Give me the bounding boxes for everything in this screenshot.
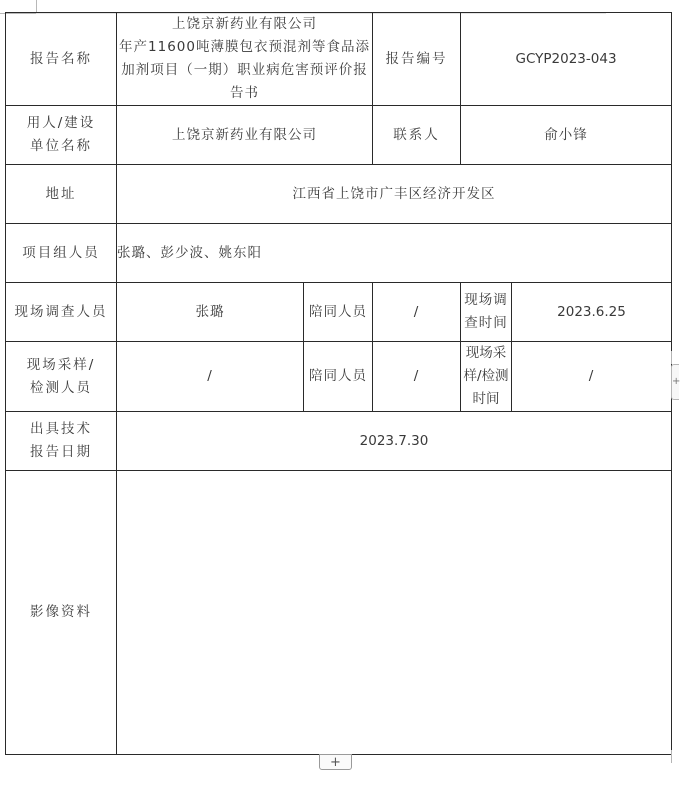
accompany-label-1[interactable]: 陪同人员 [304,283,373,342]
add-row-button[interactable]: + [319,754,352,770]
employer-label-line-2: 单位名称 [30,138,92,154]
table-row-survey [6,283,672,342]
sampling-staff-value[interactable]: / [117,342,304,412]
images-content-area[interactable] [117,471,672,755]
survey-time-label[interactable] [461,283,512,342]
team-members-value[interactable]: 张璐、彭少波、姚东阳 [117,224,672,283]
contact-name-value[interactable]: 俞小锋 [461,106,672,165]
employer-label-line-1: 用人/建设 [26,115,96,131]
address-label[interactable]: 地址 [6,165,117,224]
team-label[interactable]: 项目组人员 [6,224,117,283]
table-row-sampling [6,342,672,412]
sampling-staff-label-line-2: 检测人员 [30,379,92,396]
report-name-value[interactable] [117,13,373,106]
sampling-staff-label[interactable] [6,342,117,412]
sampling-staff-label-line-1: 现场采样/ [26,356,96,373]
table-row-employer [6,106,672,165]
table-row-address [6,165,672,224]
report-date-label-line-1: 出具技术 [30,421,92,437]
survey-staff-value[interactable]: 张璐 [117,283,304,342]
report-date-label-line-2: 报告日期 [30,444,92,460]
sampling-time-value[interactable]: / [512,342,672,412]
sampling-time-label-line-3: 时间 [472,391,500,407]
employer-name-value[interactable]: 上饶京新药业有限公司 [117,106,373,165]
table-row-report-name [6,13,672,106]
side-scroll-tick-bottom [671,750,677,763]
add-column-handle[interactable]: + [671,364,679,400]
report-name-line-4: 告书 [230,85,259,101]
report-no-value[interactable]: GCYP2023-043 [461,13,672,106]
employer-label[interactable] [6,106,117,165]
sampling-time-label-line-1: 现场采 [465,345,507,361]
survey-time-value[interactable]: 2023.6.25 [512,283,672,342]
report-no-label[interactable]: 报告编号 [373,13,461,106]
survey-time-label-line-2: 查时间 [464,315,508,331]
images-label[interactable]: 影像资料 [6,471,117,755]
accompany-value-1[interactable]: / [373,283,461,342]
report-name-line-3: 加剂项目（一期）职业病危害预评价报 [121,62,368,78]
table-row-team [6,224,672,283]
address-value[interactable]: 江西省上饶市广丰区经济开发区 [117,165,672,224]
report-name-line-2: 年产11600吨薄膜包衣预混剂等食品添 [119,39,370,55]
report-date-label[interactable] [6,412,117,471]
report-info-table [5,12,672,755]
sampling-time-label[interactable] [461,342,512,412]
survey-time-label-line-1: 现场调 [464,292,508,308]
sampling-time-label-line-2: 样/检测 [463,368,509,384]
report-date-value[interactable]: 2023.7.30 [117,412,672,471]
accompany-value-2[interactable]: / [373,342,461,412]
survey-staff-label[interactable]: 现场调查人员 [6,283,117,342]
table-row-report-date [6,412,672,471]
accompany-label-2[interactable]: 陪同人员 [304,342,373,412]
report-name-line-1: 上饶京新药业有限公司 [172,16,317,32]
table-row-images [6,471,672,755]
side-scroll-tick [671,351,677,364]
report-name-label[interactable]: 报告名称 [6,13,117,106]
contact-label[interactable]: 联系人 [373,106,461,165]
